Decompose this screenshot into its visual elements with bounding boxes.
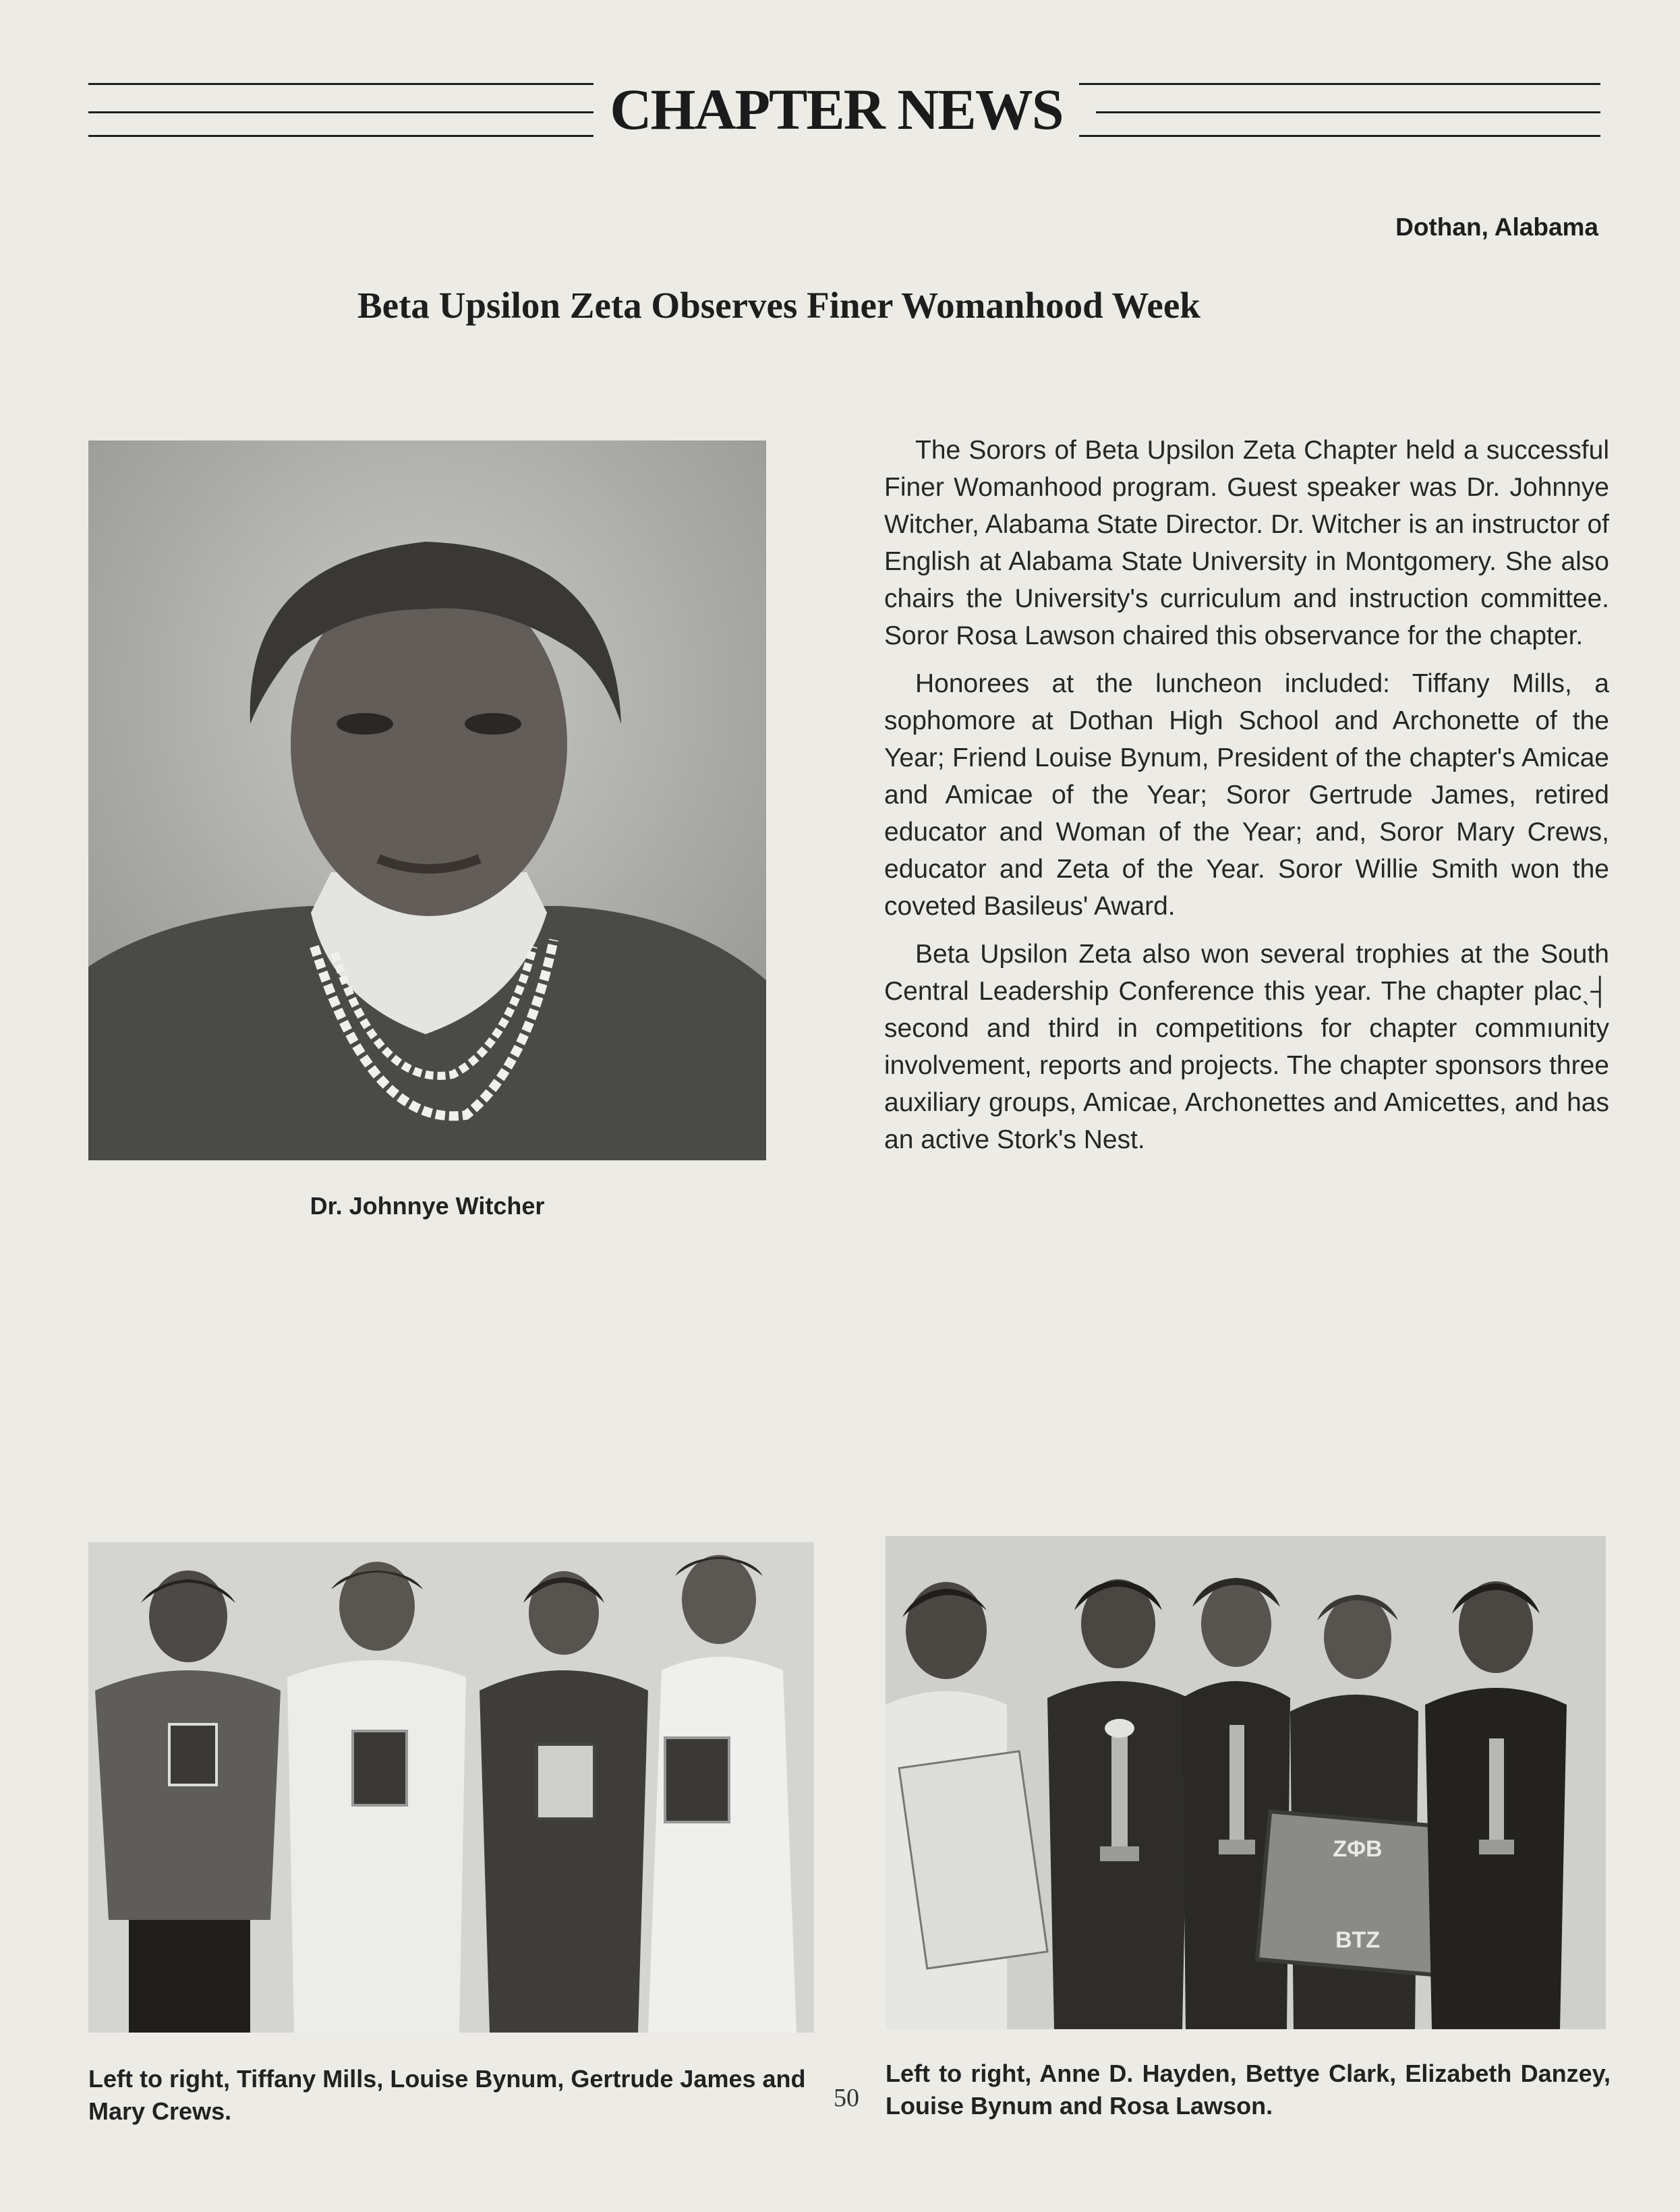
trophies-caption: Left to right, Anne D. Hayden, Bettye Clark, Elizabeth Danzey, Louise Bynum and Rosa Lawson.: [886, 2060, 1611, 2120]
header-rule-mid-left: [88, 111, 594, 113]
article-body: [884, 432, 1609, 1169]
portrait-caption: Dr. Johnnye Witcher: [310, 1192, 545, 1220]
header-rule-mid-right: [1096, 111, 1600, 113]
article-headline: Beta Upsilon Zeta Observes Finer Womanhood Week: [357, 285, 1200, 326]
page-number: 50: [834, 2084, 859, 2112]
trophies-photo: [886, 1536, 1606, 2029]
section-title: CHAPTER NEWS: [593, 76, 1079, 143]
plaque-text-bottom: BTZ: [1335, 1927, 1381, 1953]
article-paragraph: Beta Upsilon Zeta also won several trophies at the South Central Leadership Conference this year. The chapter placˎ┤ second and third in competitions for chapter commıunity involvement, reports and projects. The chapter sponsors three auxiliary groups, Amicae, Archonettes and Amicettes, and has an active Stork's Nest.: [884, 940, 1609, 1154]
honorees-caption: Left to right, Tiffany Mills, Louise Bynum, Gertrude James and Mary Crews.: [88, 2065, 806, 2125]
location-dateline: Dothan, Alabama: [1395, 213, 1598, 241]
plaque-text-top: ZΦB: [1333, 1836, 1383, 1862]
article-paragraph: Honorees at the luncheon included: Tiffany Mills, a sophomore at Dothan High School and Archonette of the Year; Friend Louise Bynum, President of the chapter's Amicae and Amicae of the Year; Soror Gertrude James, retired educator and Woman of the Year; and, Soror Mary Crews, educator and Zeta of the Year. Soror Willie Smith won the coveted Basileus' Award.: [884, 669, 1609, 921]
honorees-photo: [88, 1542, 814, 2033]
article-paragraph: The Sorors of Beta Upsilon Zeta Chapter held a successful Finer Womanhood program. Guest speaker was Dr. Johnnye Witcher, Alabama State Director. Dr. Witcher is an instructor of English at Alabama State University in Montgomery. She also chairs the University's curriculum and instruction committee. Soror Rosa Lawson chaired this observance for the chapter.: [884, 436, 1609, 650]
portrait-photo: [88, 441, 766, 1160]
